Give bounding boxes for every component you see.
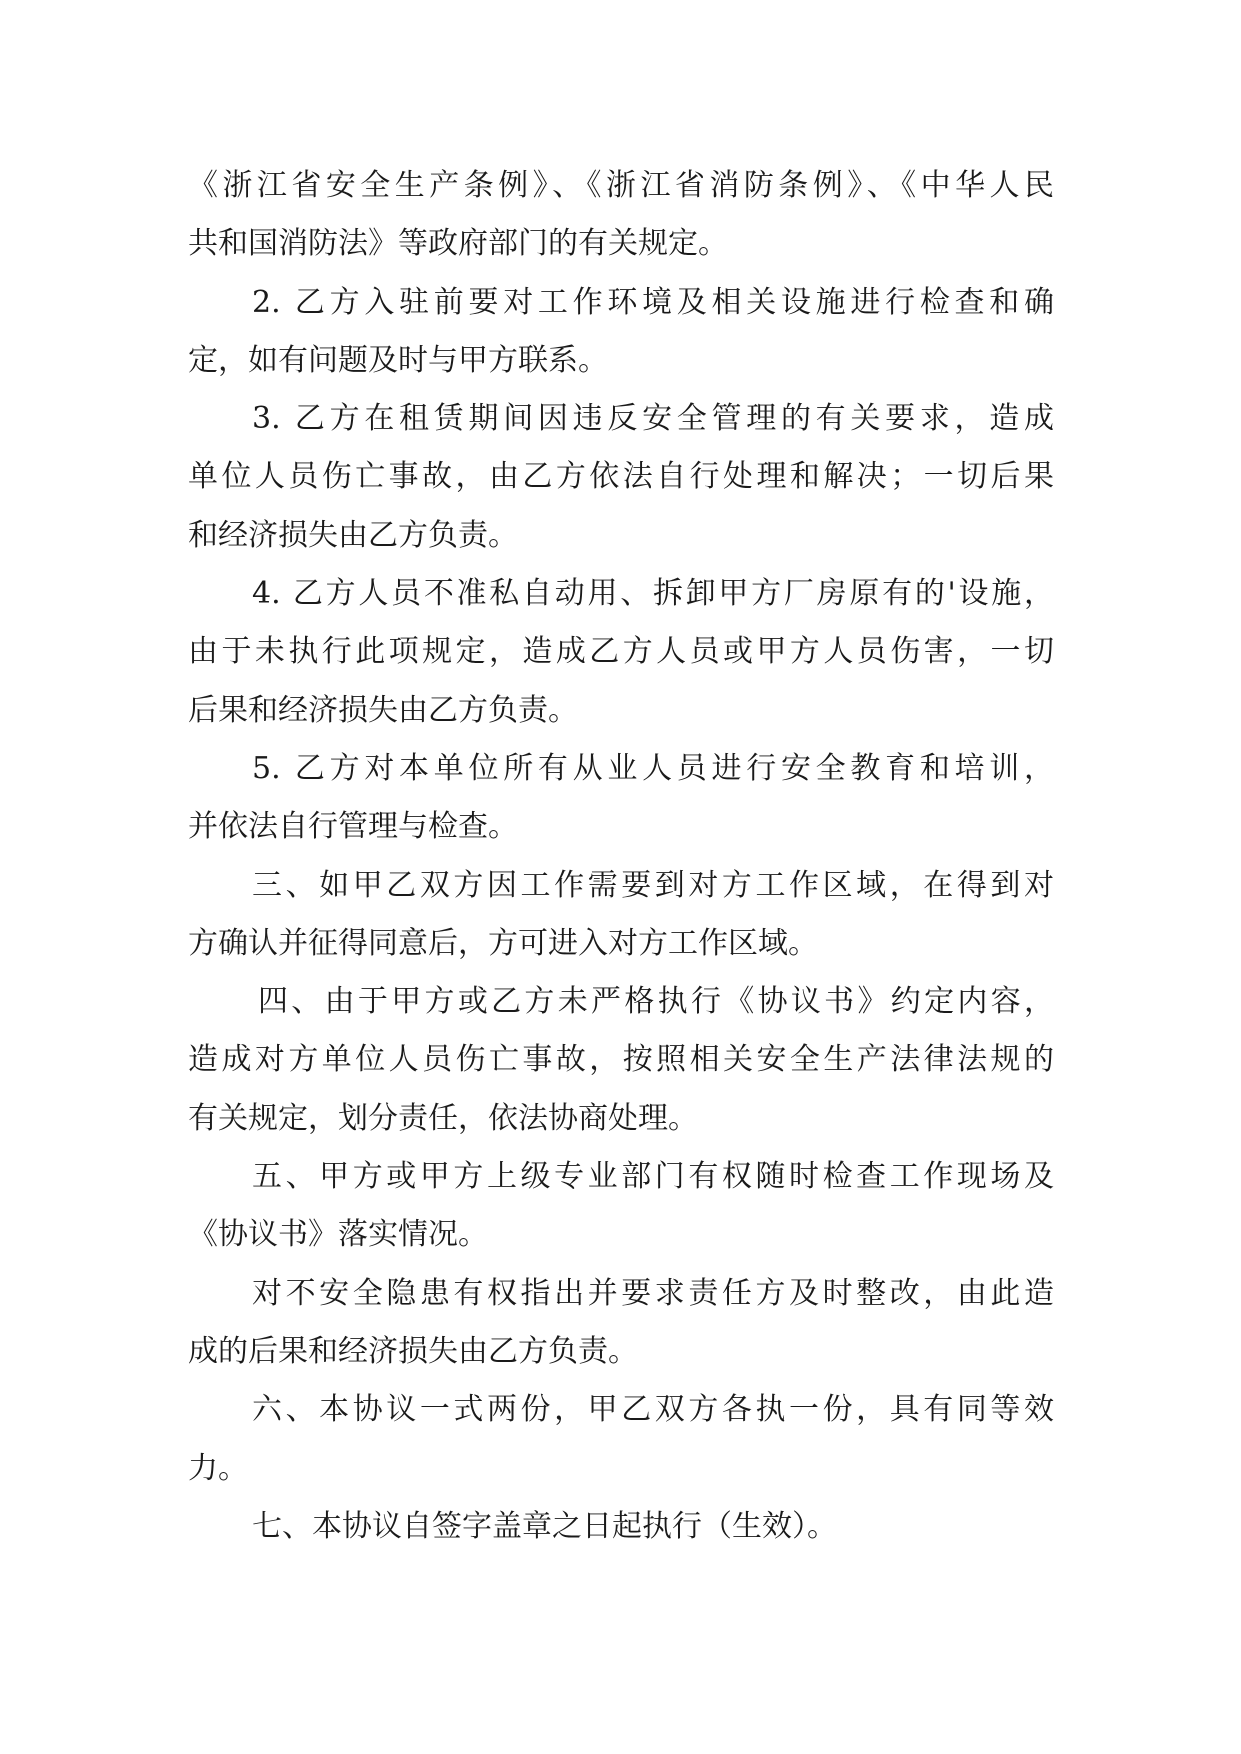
text-line: 三、如甲乙双方因工作需要到对方工作区域，在得到对	[252, 867, 1054, 903]
text-line: 方确认并征得同意后，方可进入对方工作区域。	[188, 925, 818, 961]
text-line: 成的后果和经济损失由乙方负责。	[188, 1333, 638, 1369]
text-line: 造成对方单位人员伤亡事故，按照相关安全生产法律法规的	[188, 1042, 1054, 1078]
text-line: 单位人员伤亡事故，由乙方依法自行处理和解决；一切后果	[188, 459, 1054, 495]
document-body	[188, 157, 1054, 1556]
text-line: 五、甲方或甲方上级专业部门有权随时检查工作现场及	[252, 1159, 1054, 1195]
text-line: 四、由于甲方或乙方未严格执行《协议书》约定内容，	[258, 984, 1054, 1020]
text-line: 5. 乙方对本单位所有从业人员进行安全教育和培训，	[252, 750, 1054, 786]
text-line: 2. 乙方入驻前要对工作环境及相关设施进行检查和确	[252, 284, 1054, 320]
text-line: 有关规定，划分责任，依法协商处理。	[188, 1100, 698, 1136]
text-line: 力。	[188, 1450, 248, 1486]
text-line: 六、本协议一式两份，甲乙双方各执一份，具有同等效	[252, 1392, 1054, 1428]
text-line: 后果和经济损失由乙方负责。	[188, 692, 578, 728]
text-line: 共和国消防法》等政府部门的有关规定。	[188, 226, 728, 262]
text-line: 定，如有问题及时与甲方联系。	[188, 342, 608, 378]
text-line: 由于未执行此项规定，造成乙方人员或甲方人员伤害，一切	[188, 634, 1054, 670]
text-line: 《浙江省安全生产条例》、《浙江省消防条例》、《中华人民	[188, 168, 1054, 203]
text-line: 3. 乙方在租赁期间因违反安全管理的有关要求，造成	[252, 401, 1054, 437]
text-line: 《协议书》落实情况。	[188, 1217, 488, 1253]
text-line: 对不安全隐患有权指出并要求责任方及时整改，由此造	[252, 1275, 1054, 1311]
text-line: 七、本协议自签字盖章之日起执行（生效）。	[252, 1508, 837, 1544]
text-line: 4. 乙方人员不准私自动用、拆卸甲方厂房原有的'设施，	[252, 576, 1054, 612]
text-line: 并依法自行管理与检查。	[188, 809, 518, 845]
text-line: 和经济损失由乙方负责。	[188, 517, 518, 553]
